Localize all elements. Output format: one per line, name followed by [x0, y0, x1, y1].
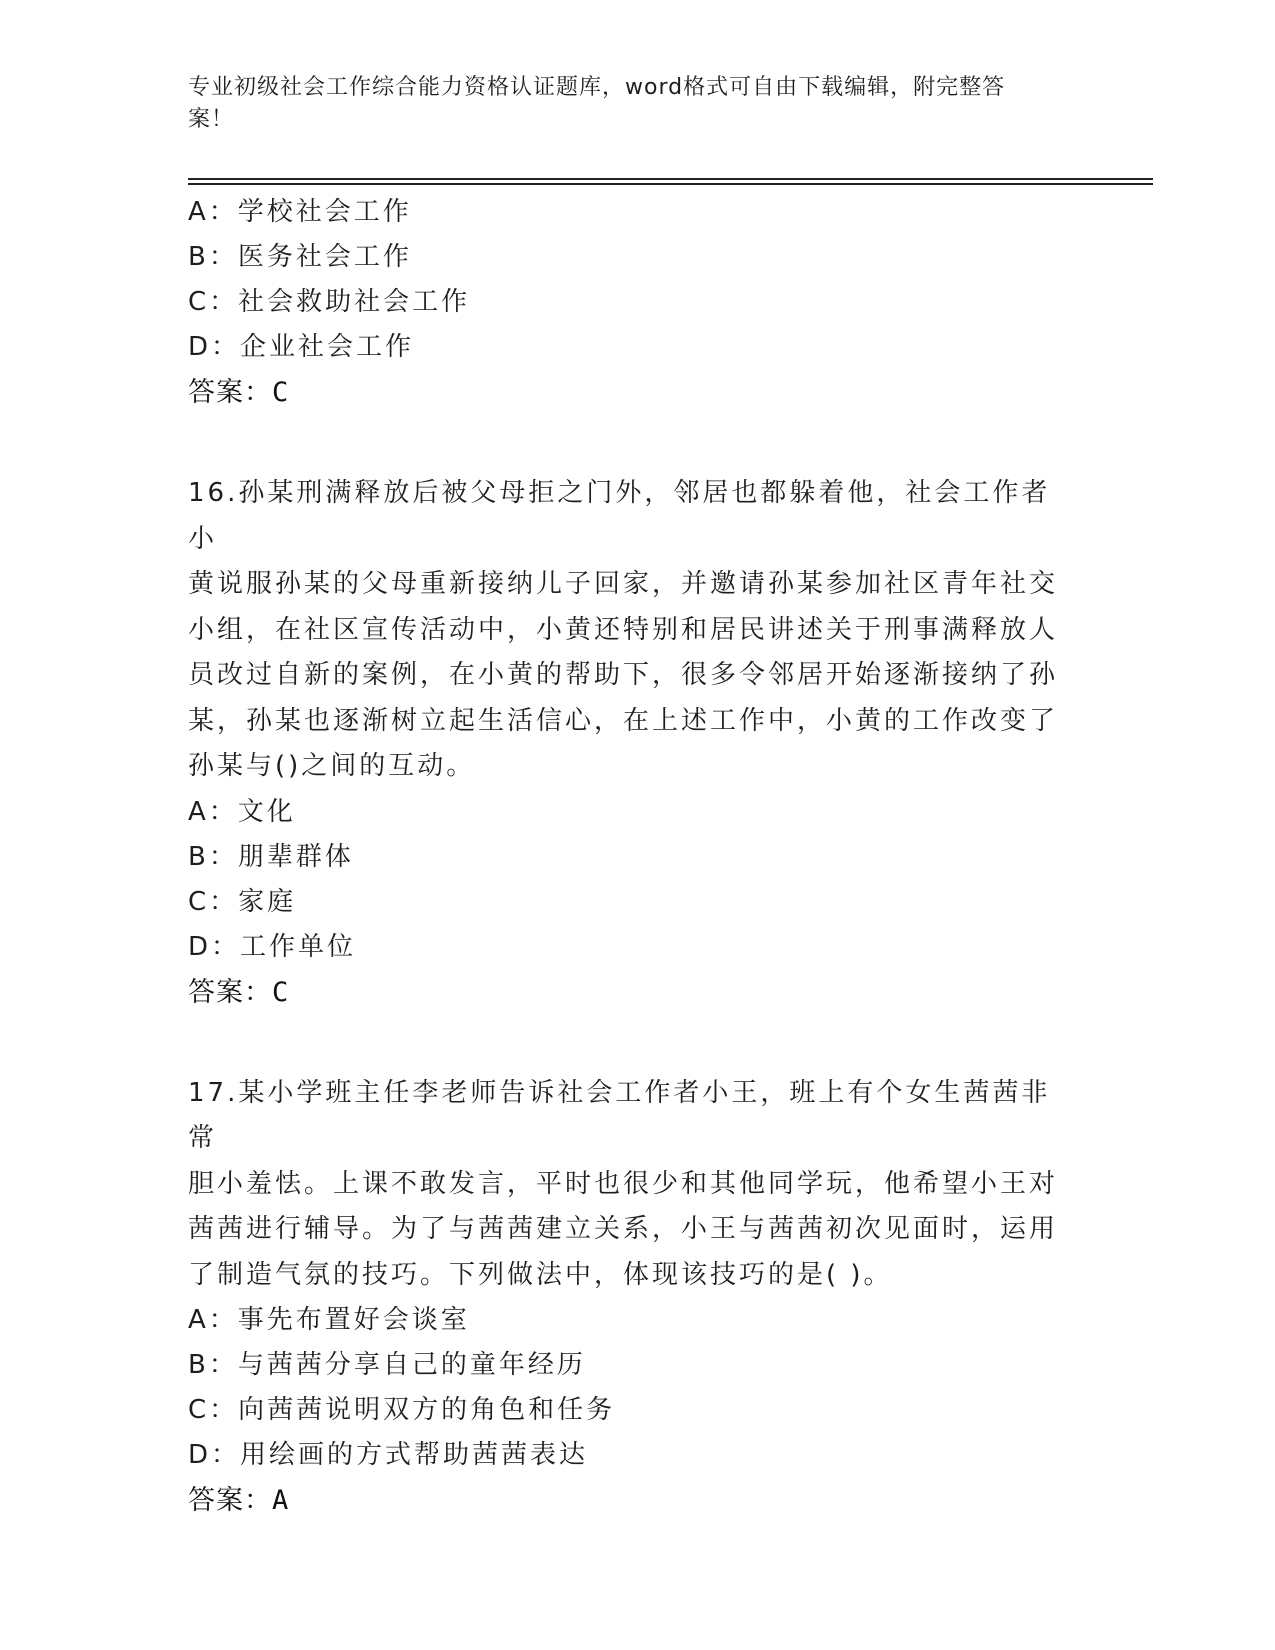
- option-a: A：事先布置好会谈室: [188, 1305, 470, 1335]
- header-divider-top: [188, 178, 1153, 180]
- option-d: D：工作单位: [188, 931, 357, 962]
- answer-value: C: [272, 377, 290, 408]
- question-text-line: 17.某小学班主任李老师告诉社会工作者小王，班上有个女生茜茜非常: [188, 1077, 1051, 1153]
- option-c: C：社会救助社会工作: [188, 287, 471, 317]
- question-text-line: 孙某与()之间的互动。: [188, 751, 476, 781]
- answer-line: [188, 1478, 1068, 1523]
- question-text-line: 了制造气氛的技巧。下列做法中，体现该技巧的是( )。: [188, 1259, 893, 1290]
- answer-line: [188, 370, 1068, 415]
- header-line-2: 案！: [188, 107, 235, 132]
- option-d: D：企业社会工作: [188, 332, 415, 362]
- question-text-line: 茜茜进行辅导。为了与茜茜建立关系，小王与茜茜初次见面时，运用: [188, 1214, 1059, 1244]
- question-block: [188, 1071, 1068, 1524]
- option-a: A：学校社会工作: [188, 197, 412, 227]
- question-text-line: 胆小羞怯。上课不敢发言，平时也很少和其他同学玩，他希望小王对: [188, 1168, 1059, 1199]
- answer-label: 答案：: [188, 1485, 272, 1516]
- option-b: B：医务社会工作: [188, 242, 412, 272]
- spacer: [188, 415, 1068, 471]
- answer-line: [188, 970, 1068, 1015]
- question-text: [188, 471, 1068, 790]
- option-c: C：家庭: [188, 886, 297, 917]
- question-text-line: 黄说服孙某的父母重新接纳儿子回家，并邀请孙某参加社区青年社交: [188, 569, 1059, 599]
- question-block: [188, 190, 1068, 415]
- question-text-line: 小组，在社区宣传活动中，小黄还特别和居民讲述关于刑事满释放人: [188, 614, 1059, 645]
- option-c: C：向茜茜说明双方的角色和任务: [188, 1395, 616, 1425]
- question-text-line: 16.孙某刑满释放后被父母拒之门外，邻居也都躲着他，社会工作者小: [188, 478, 1051, 554]
- header-line-1: 专业初级社会工作综合能力资格认证题库，word格式可自由下载编辑，附完整答: [188, 75, 1006, 100]
- answer-value: C: [272, 976, 290, 1008]
- question-text: [188, 1071, 1068, 1299]
- document-header: [188, 72, 1068, 136]
- option-b: B：朋辈群体: [188, 841, 354, 872]
- option-a: A：文化: [188, 796, 296, 827]
- option-d: D：用绘画的方式帮助茜茜表达: [188, 1440, 589, 1470]
- question-text-line: 员改过自新的案例，在小黄的帮助下，很多令邻居开始逐渐接纳了孙: [188, 660, 1059, 690]
- option-b: B：与茜茜分享自己的童年经历: [188, 1350, 586, 1380]
- question-list: [188, 190, 1068, 1523]
- spacer: [188, 1015, 1068, 1071]
- answer-label: 答案：: [188, 377, 272, 408]
- answer-value: A: [272, 1485, 290, 1516]
- header-divider-bottom: [188, 183, 1153, 185]
- question-text-line: 某，孙某也逐渐树立起生活信心，在上述工作中，小黄的工作改变了: [188, 705, 1059, 736]
- question-block: [188, 471, 1068, 1015]
- answer-label: 答案：: [188, 976, 272, 1008]
